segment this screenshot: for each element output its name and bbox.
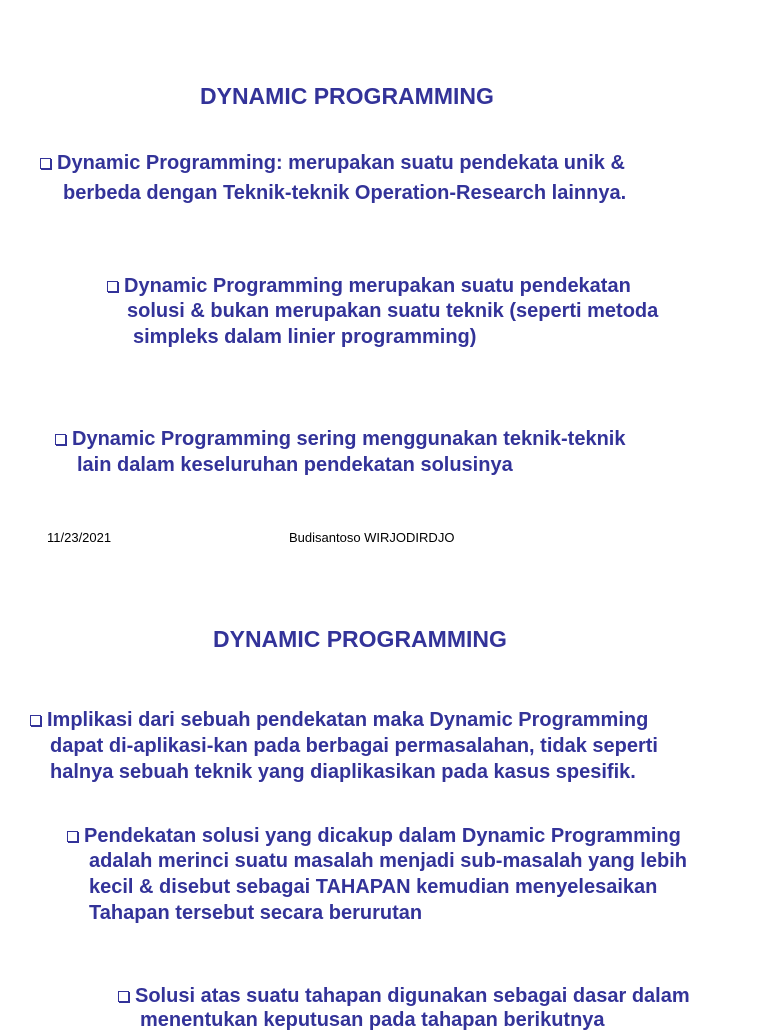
bullet-line: Dynamic Programming merupakan suatu pendekatan bbox=[107, 274, 631, 298]
bullet-line: Solusi atas suatu tahapan digunakan sebagai dasar dalam bbox=[118, 984, 690, 1008]
bullet-line: lain dalam keseluruhan pendekatan solusinya bbox=[77, 454, 513, 476]
slide-title: DYNAMIC PROGRAMMING bbox=[213, 626, 507, 652]
checkbox-bullet-icon bbox=[118, 991, 129, 1002]
slide-title: DYNAMIC PROGRAMMING bbox=[200, 83, 494, 109]
bullet-line: simpleks dalam linier programming) bbox=[133, 326, 477, 348]
checkbox-bullet-icon bbox=[107, 281, 118, 292]
footer-date: 11/23/2021 bbox=[47, 530, 112, 545]
bullet-line: halnya sebuah teknik yang diaplikasikan pada kasus spesifik. bbox=[50, 761, 636, 783]
bullet-line: Tahapan tersebut secara berurutan bbox=[89, 902, 423, 924]
bullet-line: adalah merinci suatu masalah menjadi sub-masalah yang lebih bbox=[89, 850, 687, 872]
bullet-line: solusi & bukan merupakan suatu teknik (seperti metoda bbox=[127, 300, 659, 322]
bullet-line: Dynamic Programming sering menggunakan teknik-teknik bbox=[55, 427, 625, 451]
bullet-line: Pendekatan solusi yang dicakup dalam Dynamic Programming bbox=[67, 824, 681, 848]
bullet-line: kecil & disebut sebagai TAHAPAN kemudian menyelesaikan bbox=[89, 876, 658, 898]
bullet-line: menentukan keputusan pada tahapan berikutnya bbox=[140, 1009, 605, 1031]
checkbox-bullet-icon bbox=[30, 715, 41, 726]
checkbox-bullet-icon bbox=[67, 831, 78, 842]
checkbox-bullet-icon bbox=[55, 434, 66, 445]
bullet-line: Dynamic Programming: merupakan suatu pendekata unik & bbox=[40, 151, 625, 175]
bullet-line: dapat di-aplikasi-kan pada berbagai permasalahan, tidak seperti bbox=[50, 735, 658, 757]
checkbox-bullet-icon bbox=[40, 158, 51, 169]
bullet-line: berbeda dengan Teknik-teknik Operation-Research lainnya. bbox=[63, 182, 627, 204]
footer-author: Budisantoso WIRJODIRDJO bbox=[289, 530, 455, 545]
bullet-line: Implikasi dari sebuah pendekatan maka Dynamic Programming bbox=[30, 708, 648, 732]
